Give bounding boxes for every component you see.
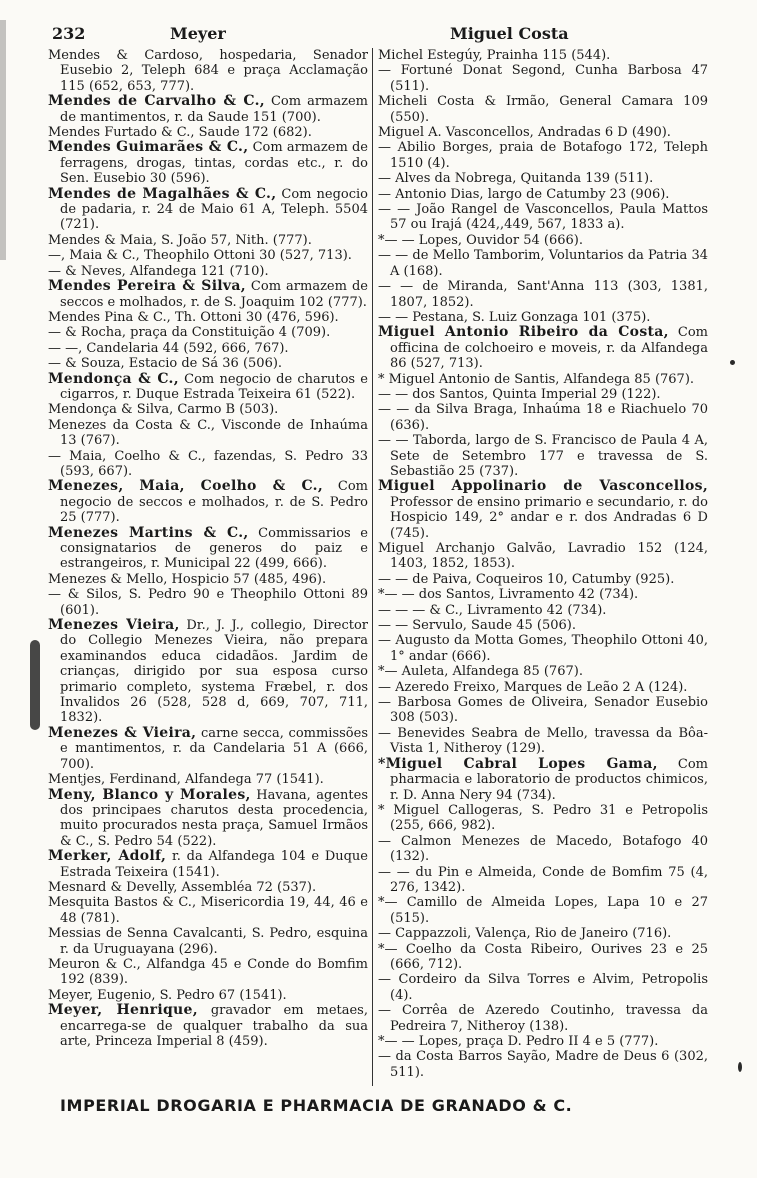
directory-entry — [378, 94, 708, 125]
entry-name-bold: Mendes de Carvalho & C., — [48, 93, 265, 110]
directory-entry — [378, 541, 708, 572]
entry-text: — — de Miranda, Sant'Anna 113 (303, 1381, 1807, 1852). — [378, 279, 708, 310]
directory-entry — [378, 895, 708, 926]
entry-text: Micheli Costa & Irmão, General Camara 109 (550). — [378, 94, 708, 125]
entry-text: — da Costa Barros Sayão, Madre de Deus 6 (302, 511). — [378, 1049, 708, 1080]
entry-text: — Corrêa de Azeredo Coutinho, travessa da Pedreira 7, Nitheroy (138). — [378, 1003, 708, 1034]
entry-text: r. da Alfandega 104 e Duque Estrada Teixeira (1541). — [60, 849, 368, 880]
directory-entry — [378, 926, 708, 941]
entry-text: — Benevides Seabra de Mello, travessa da Bôa-Vista 1, Nitheroy (129). — [378, 725, 708, 757]
entry-text: *— Auleta, Alfandega 85 (767). — [378, 664, 583, 680]
directory-entry — [48, 94, 368, 125]
directory-entry — [378, 803, 708, 834]
scan-binding-blot — [30, 640, 40, 730]
running-head-right: Miguel Costa — [450, 24, 569, 43]
entry-text: *— — dos Santos, Livramento 42 (734). — [378, 587, 639, 603]
entry-name-bold: Menezes Vieira, — [48, 617, 180, 634]
entry-text: * Miguel Callogeras, S. Pedro 31 e Petropolis (255, 666, 982). — [378, 802, 708, 834]
entry-text: Meyer, Eugenio, S. Pedro 67 (1541). — [48, 987, 287, 1003]
entry-name-bold: Meny, Blanco y Morales, — [48, 786, 251, 803]
page-number: 232 — [52, 24, 86, 43]
entry-text: Com officina de colchoeiro e moveis, r. da Alfandega 86 (527, 713). — [390, 325, 708, 372]
entry-text: Mendes Pina & C., Th. Ottoni 30 (476, 596). — [48, 309, 339, 325]
directory-entry — [378, 48, 708, 63]
directory-entry — [48, 310, 368, 325]
entry-text: *— Camillo de Almeida Lopes, Lapa 10 e 27 (515). — [378, 895, 708, 926]
directory-entry — [48, 526, 368, 572]
entry-text: — — Servulo, Saude 45 (506). — [378, 618, 576, 634]
directory-entry — [48, 187, 368, 233]
directory-entry — [48, 895, 368, 926]
entry-text: — Fortuné Donat Segond, Cunha Barbosa 47 (511). — [378, 63, 708, 94]
directory-entry — [48, 618, 368, 726]
directory-entry — [378, 757, 708, 803]
entry-name-bold: Menezes, Maia, Coelho & C., — [48, 478, 324, 495]
entry-text: — Calmon Menezes de Macedo, Botafogo 40 (132). — [378, 833, 708, 865]
left-column — [48, 48, 368, 1049]
directory-entry — [48, 957, 368, 988]
directory-entry — [378, 572, 708, 587]
entry-text: — & Neves, Alfandega 121 (710). — [48, 263, 269, 279]
entry-text: carne secca, commissões e mantimentos, r. da Candelaria 51 A (666, 700). — [60, 725, 368, 772]
directory-entry — [48, 325, 368, 340]
entry-name-bold: Meyer, Henrique, — [48, 1002, 198, 1019]
entry-text: — —, Candelaria 44 (592, 666, 767). — [48, 340, 289, 356]
directory-entry — [378, 310, 708, 325]
entry-name-bold: Miguel Antonio Ribeiro da Costa, — [378, 324, 669, 341]
directory-entry — [48, 572, 368, 587]
directory-entry — [378, 942, 708, 973]
entry-text: Mendes Furtado & C., Saude 172 (682). — [48, 125, 312, 141]
entry-text: — — de Mello Tamborim, Voluntarios da Patria 34 A (168). — [378, 248, 708, 279]
entry-text: Com negocio de padaria, r. 24 de Maio 61 A, Teleph. 5504 (721). — [60, 186, 368, 233]
directory-entry — [378, 587, 708, 602]
entry-text: *— — Lopes, praça D. Pedro II 4 e 5 (777). — [378, 1034, 659, 1049]
directory-entry — [378, 618, 708, 633]
entry-text: Miguel A. Vasconcellos, Andradas 6 D (490). — [378, 125, 671, 141]
column-divider — [372, 48, 373, 1086]
directory-entry — [48, 988, 368, 1003]
directory-entry — [378, 726, 708, 757]
entry-text: Com negocio de seccos e molhados, r. de S. Pedro 25 (777). — [60, 479, 368, 526]
entry-text: — Alves da Nobrega, Quitanda 139 (511). — [378, 171, 654, 187]
directory-entry — [378, 248, 708, 279]
entry-text: Mentjes, Ferdinand, Alfandega 77 (1541). — [48, 772, 324, 788]
entry-name-bold: Mendes de Magalhães & C., — [48, 185, 277, 202]
entry-name-bold: Mendes Guimarães & C., — [48, 139, 249, 156]
directory-entry — [378, 202, 708, 233]
entry-text: — — — & C., Livramento 42 (734). — [378, 602, 607, 618]
directory-entry — [48, 140, 368, 186]
directory-entry — [48, 849, 368, 880]
entry-text: Messias de Senna Cavalcanti, S. Pedro, esquina r. da Uruguayana (296). — [48, 926, 368, 957]
entry-text: Commissarios e consignatarios de generos do paiz e estrangeiros, r. Municipal 22 (499, 666). — [60, 525, 368, 572]
entry-name-bold: Miguel Appolinario de Vasconcellos, — [378, 478, 708, 495]
scan-edge-mark — [0, 20, 6, 260]
directory-entry — [378, 325, 708, 371]
directory-entry — [378, 1034, 708, 1049]
directory-entry — [378, 972, 708, 1003]
entry-text: — & Souza, Estacio de Sá 36 (506). — [48, 356, 283, 372]
entry-text: * Miguel Antonio de Santis, Alfandega 85 (767). — [378, 371, 695, 387]
entry-text: — Barbosa Gomes de Oliveira, Senador Eusebio 308 (503). — [378, 695, 708, 726]
directory-entry — [48, 726, 368, 772]
entry-text: Meuron & C., Alfandga 45 e Conde do Bomfim 192 (839). — [48, 956, 368, 988]
entry-text: Mesquita Bastos & C., Misericordia 19, 44, 46 e 48 (781). — [48, 895, 368, 926]
running-head-left: Meyer — [170, 24, 226, 43]
directory-entry — [48, 449, 368, 480]
entry-text: — — de Paiva, Coqueiros 10, Catumby (925). — [378, 571, 675, 587]
directory-entry — [378, 372, 708, 387]
entry-text: Com armazem de mantimentos, r. da Saude 151 (700). — [60, 94, 369, 125]
entry-text: Mendonça & Silva, Carmo B (503). — [48, 402, 279, 418]
entry-text: *— — Lopes, Ouvidor 54 (666). — [378, 232, 583, 248]
directory-entry — [378, 1003, 708, 1034]
directory-entry — [48, 1003, 368, 1049]
entry-text: gravador em metaes, encarrega-se de qualquer trabalho da sua arte, Princeza Imperial 8 (459). — [60, 1003, 368, 1049]
directory-entry — [378, 695, 708, 726]
entry-text: Com armazem de ferragens, drogas, tintas, cordas etc., r. do Sen. Eusebio 30 (596). — [60, 140, 368, 187]
directory-entry — [378, 680, 708, 695]
directory-entry — [378, 63, 708, 94]
entry-text: —, Maia & C., Theophilo Ottoni 30 (527, 713). — [48, 248, 352, 264]
entry-text: — — João Rangel de Vasconcellos, Paula Mattos 57 ou Irajá (424,,449, 567, 1833 a). — [378, 202, 708, 233]
entry-text: Mesnard & Develly, Assembléa 72 (537). — [48, 879, 317, 895]
directory-entry — [378, 233, 708, 248]
entry-name-bold: Merker, Adolf, — [48, 848, 167, 865]
entry-text: Miguel Archanjo Galvão, Lavradio 152 (124, 1403, 1852, 1853). — [378, 541, 708, 572]
directory-entry — [48, 772, 368, 787]
right-column — [378, 48, 708, 1080]
directory-entry — [378, 140, 708, 171]
entry-text: Mendes & Maia, S. João 57, Nith. (777). — [48, 232, 312, 248]
entry-text: Dr., J. J., collegio, Director do Collegio Menezes Vieira, não prepara examinandos educa cidadãos. Jardim de crianças, dirigido por sua esposa curso primario completo, systema Fræbel, r. dos Invalidos 26 (528, 528 d, 669, 707, 711, 1832). — [60, 618, 368, 726]
scan-speck — [730, 360, 735, 365]
entry-text: — & Silos, S. Pedro 90 e Theophilo Ottoni 89 (601). — [48, 587, 368, 618]
entry-text: Menezes & Mello, Hospicio 57 (485, 496). — [48, 571, 327, 587]
entry-text: — — Taborda, largo de S. Francisco de Paula 4 A, Sete de Setembro 177 e travessa de S. Sebastião 25 (737). — [378, 433, 708, 479]
directory-entry — [48, 402, 368, 417]
entry-text: Havana, agentes dos principaes charutos desta procedencia, muito procurados nesta praça, Samuel Irmãos & C., S. Pedro 54 (522). — [60, 787, 369, 849]
entry-name-bold: *Miguel Cabral Lopes Gama, — [378, 755, 658, 772]
entry-text: — Cappazzoli, Valença, Rio de Janeiro (716). — [378, 926, 672, 942]
entry-name-bold: Mendes Pereira & Silva, — [48, 278, 246, 295]
directory-entry — [48, 356, 368, 371]
directory-entry — [48, 880, 368, 895]
page-header — [40, 20, 717, 48]
entry-text: Com armazem de seccos e molhados, r. de S. Joaquim 102 (777). — [60, 279, 368, 310]
directory-entry — [48, 233, 368, 248]
entry-text: — Abilio Borges, praia de Botafogo 172, Teleph 1510 (4). — [378, 140, 708, 171]
directory-entry — [48, 279, 368, 310]
entry-text: — — da Silva Braga, Inhaúma 18 e Riachuelo 70 (636). — [378, 402, 708, 433]
entry-name-bold: Menezes Martins & C., — [48, 524, 249, 541]
entry-text: — Antonio Dias, largo de Catumby 23 (906). — [378, 186, 670, 202]
directory-entry — [48, 248, 368, 263]
entry-text: Mendes & Cardoso, hospedaria, Senador Eusebio 2, Teleph 684 e praça Acclamação 115 (652, 653, 777). — [48, 48, 368, 94]
directory-entry — [48, 587, 368, 618]
directory-entry — [48, 788, 368, 850]
directory-entry — [378, 1049, 708, 1080]
entry-text: — — dos Santos, Quinta Imperial 29 (122). — [378, 386, 661, 402]
directory-entry — [48, 372, 368, 403]
entry-text: Menezes da Costa & C., Visconde de Inhaúma 13 (767). — [48, 417, 368, 449]
directory-entry — [378, 171, 708, 186]
scan-speck — [738, 1062, 742, 1072]
entry-text: — & Rocha, praça da Constituição 4 (709). — [48, 325, 331, 341]
directory-entry — [378, 479, 708, 541]
directory-entry — [48, 926, 368, 957]
directory-entry — [378, 387, 708, 402]
directory-entry — [378, 664, 708, 679]
entry-text: *— Coelho da Costa Ribeiro, Ourives 23 e 25 (666, 712). — [378, 941, 708, 972]
directory-entry — [48, 264, 368, 279]
directory-entry — [378, 865, 708, 896]
directory-entry — [378, 633, 708, 664]
entry-text: Com pharmacia e laboratorio de productos chimicos, r. D. Anna Nery 94 (734). — [390, 756, 708, 803]
entry-text: — Azeredo Freixo, Marques de Leão 2 A (124). — [378, 679, 688, 695]
entry-text: Professor de ensino primario e secundario, r. do Hospicio 149, 2° andar e r. dos Andradas 6 D (745). — [390, 494, 708, 541]
entry-text: — Cordeiro da Silva Torres e Alvim, Petropolis (4). — [378, 972, 708, 1003]
directory-entry — [48, 341, 368, 356]
directory-entry — [378, 834, 708, 865]
entry-text: — Augusto da Motta Gomes, Theophilo Ottoni 40, 1° andar (666). — [378, 633, 708, 664]
entry-text: Michel Estegúy, Prainha 115 (544). — [378, 48, 611, 63]
entry-text: — — Pestana, S. Luiz Gonzaga 101 (375). — [378, 309, 651, 325]
directory-entry — [378, 279, 708, 310]
directory-entry — [378, 603, 708, 618]
directory-entry — [378, 125, 708, 140]
entry-name-bold: Mendonça & C., — [48, 370, 179, 387]
directory-entry — [48, 479, 368, 525]
directory-entry — [378, 433, 708, 479]
directory-entry — [48, 48, 368, 94]
entry-text: — — du Pin e Almeida, Conde de Bomfim 75 (4, 276, 1342). — [378, 864, 708, 895]
entry-text: — Maia, Coelho & C., fazendas, S. Pedro 33 (593, 667). — [48, 448, 368, 479]
entry-name-bold: Menezes & Vieira, — [48, 724, 197, 741]
directory-entry — [48, 418, 368, 449]
directory-entry — [378, 402, 708, 433]
footer-advertisement: IMPERIAL DROGARIA E PHARMACIA DE GRANADO & C. — [60, 1096, 573, 1115]
entry-text: Com negocio de charutos e cigarros, r. Duque Estrada Teixeira 61 (522). — [60, 371, 369, 402]
directory-entry — [378, 187, 708, 202]
